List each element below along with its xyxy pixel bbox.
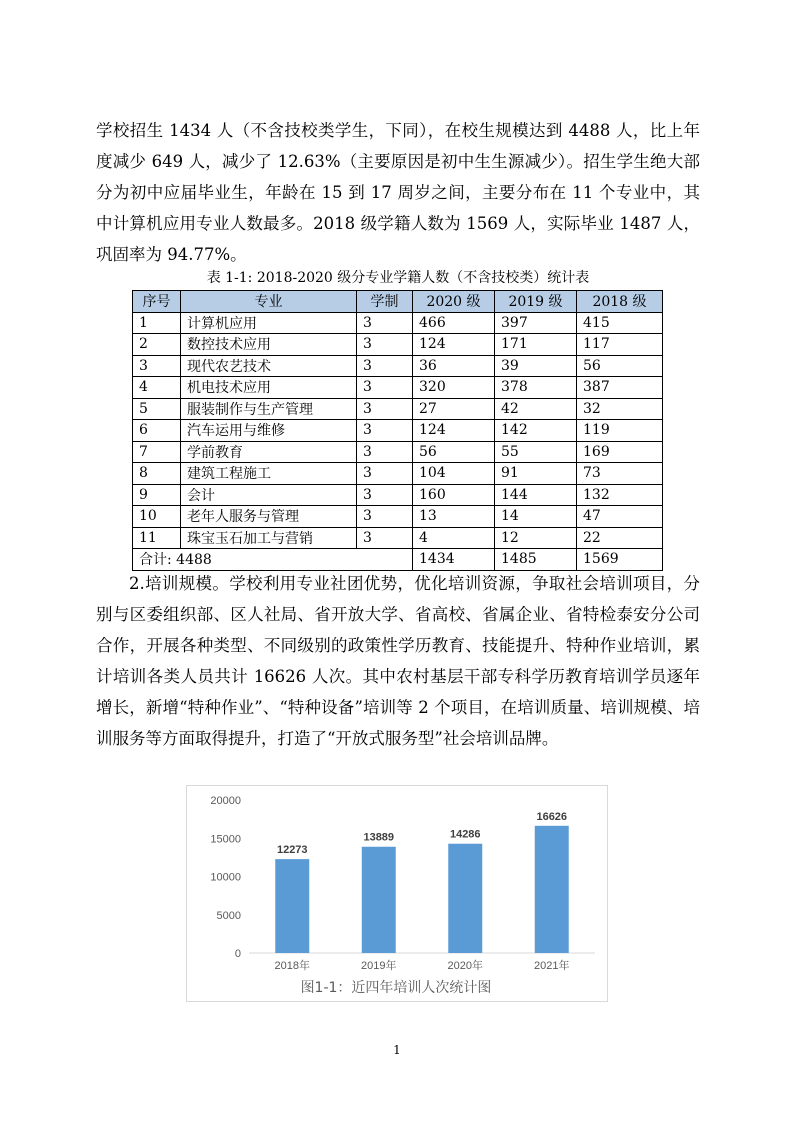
table-row (133, 398, 663, 420)
row-2019: 55 (495, 441, 577, 463)
enrollment-table (132, 290, 663, 571)
data-label: 12273 (276, 844, 308, 857)
table-row (133, 312, 663, 334)
row-2019: 142 (495, 420, 577, 442)
row-duration: 3 (357, 377, 413, 399)
paragraph-enrollment-text: 学校招生 1434 人（不含技校类学生，下同），在校生规模达到 4488 人，比上年度减少 649 人，减少了 12.63%（主要原因是初中生生源减少）。招生学生绝大部分为初中应届毕业生，年龄在 15 到 17 周岁之间，主要分布在 11 个专业中，其中计算机应用专业人数最多。2018 级学籍人数为 1569 人，实际毕业 1487 人，巩固率为 94.77%。 (96, 121, 700, 264)
row-duration: 3 (357, 441, 413, 463)
data-label: 14286 (449, 828, 481, 841)
table-row (133, 441, 663, 463)
row-2018: 22 (577, 527, 663, 549)
total-2020: 1434 (413, 549, 495, 571)
row-2020: 13 (413, 506, 495, 528)
row-2020: 124 (413, 420, 495, 442)
row-index: 1 (133, 312, 181, 334)
row-2018: 32 (577, 398, 663, 420)
row-2020: 466 (413, 312, 495, 334)
row-2019: 14 (495, 506, 577, 528)
paragraph-training (96, 568, 700, 754)
header-2019: 2019 级 (495, 291, 577, 313)
row-major: 学前教育 (181, 441, 357, 463)
table-row (133, 355, 663, 377)
row-2018: 56 (577, 355, 663, 377)
table-row (133, 420, 663, 442)
row-2020: 104 (413, 463, 495, 485)
bar-2019年 (362, 847, 396, 953)
row-major: 汽车运用与维修 (181, 420, 357, 442)
row-index: 11 (133, 527, 181, 549)
row-duration: 3 (357, 398, 413, 420)
row-2019: 171 (495, 334, 577, 356)
row-2020: 320 (413, 377, 495, 399)
row-duration: 3 (357, 312, 413, 334)
row-2018: 117 (577, 334, 663, 356)
row-2019: 42 (495, 398, 577, 420)
table-row (133, 527, 663, 549)
y-tick-label: 5000 (216, 909, 241, 922)
row-duration: 3 (357, 334, 413, 356)
bar-2020年 (448, 844, 482, 953)
y-tick-label: 10000 (210, 871, 241, 884)
row-index: 10 (133, 506, 181, 528)
training-chart-svg (187, 786, 607, 1001)
chart-caption: 图1-1：近四年培训人次统计图 (300, 980, 492, 996)
row-2019: 12 (495, 527, 577, 549)
row-duration: 3 (357, 527, 413, 549)
row-major: 会计 (181, 484, 357, 506)
table-row (133, 484, 663, 506)
row-2019: 91 (495, 463, 577, 485)
row-2018: 132 (577, 484, 663, 506)
x-tick-label: 2019年 (361, 960, 397, 972)
total-label: 合计: 4488 (133, 549, 413, 571)
table-row (133, 506, 663, 528)
y-tick-label: 15000 (210, 833, 241, 846)
data-label: 16626 (536, 810, 568, 823)
table-total-row (133, 549, 663, 571)
row-major: 建筑工程施工 (181, 463, 357, 485)
row-2018: 169 (577, 441, 663, 463)
row-major: 数控技术应用 (181, 334, 357, 356)
x-tick-label: 2018年 (274, 960, 310, 972)
row-major: 服装制作与生产管理 (181, 398, 357, 420)
row-2020: 160 (413, 484, 495, 506)
row-2018: 119 (577, 420, 663, 442)
row-index: 4 (133, 377, 181, 399)
table-header-row (133, 291, 663, 313)
row-index: 6 (133, 420, 181, 442)
training-chart (186, 785, 608, 1002)
bar-2018年 (275, 859, 309, 953)
row-2020: 27 (413, 398, 495, 420)
row-major: 现代农艺技术 (181, 355, 357, 377)
row-index: 3 (133, 355, 181, 377)
row-2018: 73 (577, 463, 663, 485)
page-number: 1 (393, 1043, 401, 1057)
row-2020: 36 (413, 355, 495, 377)
table-row (133, 463, 663, 485)
table-body (133, 312, 663, 549)
paragraph-enrollment (96, 115, 700, 270)
row-index: 2 (133, 334, 181, 356)
y-tick-label: 0 (234, 948, 241, 960)
row-2019: 144 (495, 484, 577, 506)
table-caption: 表 1-1: 2018-2020 级分专业学籍人数（不含技校类）统计表 (206, 270, 590, 286)
row-duration: 3 (357, 420, 413, 442)
total-2019: 1485 (495, 549, 577, 571)
header-2020: 2020 级 (413, 291, 495, 313)
row-major: 机电技术应用 (181, 377, 357, 399)
row-2018: 415 (577, 312, 663, 334)
row-2019: 39 (495, 355, 577, 377)
header-duration: 学制 (357, 291, 413, 313)
bar-2021年 (535, 826, 569, 953)
table-row (133, 334, 663, 356)
row-major: 珠宝玉石加工与营销 (181, 527, 357, 549)
header-major: 专业 (181, 291, 357, 313)
row-2018: 47 (577, 506, 663, 528)
row-duration: 3 (357, 484, 413, 506)
row-major: 计算机应用 (181, 312, 357, 334)
x-tick-label: 2020年 (447, 960, 483, 972)
row-index: 5 (133, 398, 181, 420)
row-2020: 124 (413, 334, 495, 356)
row-index: 8 (133, 463, 181, 485)
row-duration: 3 (357, 463, 413, 485)
row-2019: 397 (495, 312, 577, 334)
row-duration: 3 (357, 355, 413, 377)
row-2018: 387 (577, 377, 663, 399)
x-tick-label: 2021年 (534, 960, 570, 972)
row-2019: 378 (495, 377, 577, 399)
row-major: 老年人服务与管理 (181, 506, 357, 528)
total-2018: 1569 (577, 549, 663, 571)
header-index: 序号 (133, 291, 181, 313)
header-2018: 2018 级 (577, 291, 663, 313)
table-row (133, 377, 663, 399)
paragraph-training-text: 2.培训规模。学校利用专业社团优势，优化培训资源，争取社会培训项目，分别与区委组织部、区人社局、省开放大学、省高校、省属企业、省特检泰安分公司合作，开展各种类型、不同级别的政策性学历教育、技能提升、特种作业培训，累计培训各类人员共计 16626 人次。其中农村基层干部专科学历教育培训学员逐年增长，新增“特种作业”、“特种设备”培训等 2 个项目，在培训质量、培训规模、培训服务等方面取得提升，打造了“开放式服务型”社会培训品牌。 (96, 574, 700, 748)
row-duration: 3 (357, 506, 413, 528)
row-2020: 4 (413, 527, 495, 549)
row-index: 7 (133, 441, 181, 463)
row-2020: 56 (413, 441, 495, 463)
row-index: 9 (133, 484, 181, 506)
y-tick-label: 20000 (210, 795, 241, 807)
data-label: 13889 (363, 831, 395, 844)
